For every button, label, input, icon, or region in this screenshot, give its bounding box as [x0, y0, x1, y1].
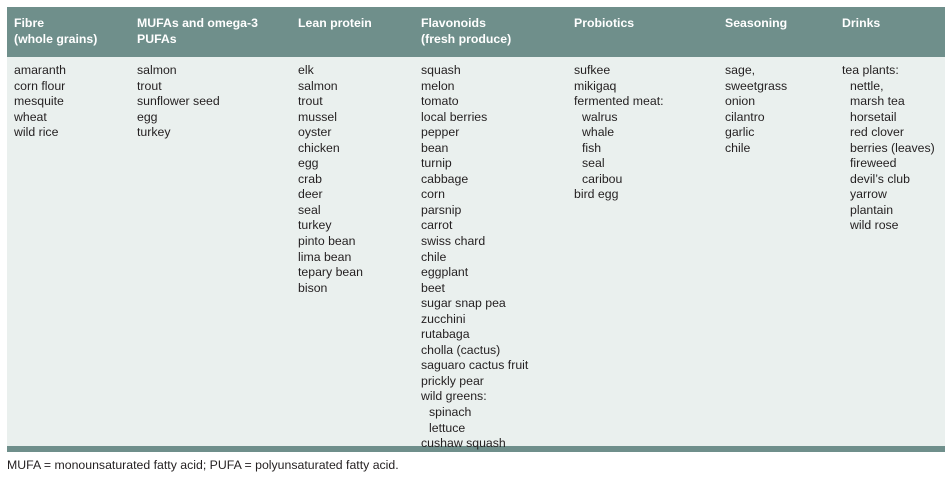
list-item: cilantro	[725, 109, 765, 124]
header-line: (fresh produce)	[421, 31, 512, 46]
header-mufas	[137, 16, 258, 47]
column-lean-protein	[298, 63, 363, 296]
header-line: Seasoning	[725, 16, 788, 30]
list-item: mikigaq	[574, 78, 617, 93]
list-item: swiss chard	[421, 234, 486, 249]
list-item: parsnip	[421, 202, 462, 217]
list-item: trout	[137, 78, 162, 93]
list-item: onion	[725, 94, 756, 109]
header-line: Lean protein	[298, 16, 372, 30]
list-item: seal	[582, 156, 605, 171]
list-item: mussel	[298, 109, 337, 124]
list-item: carrot	[421, 218, 453, 233]
table-header-row	[7, 13, 945, 57]
header-line: Flavonoids	[421, 16, 486, 30]
list-item: seal	[298, 202, 321, 217]
list-item: walrus	[582, 109, 618, 124]
list-item: sufkee	[574, 63, 611, 77]
list-item: turkey	[137, 125, 171, 140]
list-item: fireweed	[850, 156, 897, 171]
list-item: pinto bean	[298, 234, 356, 249]
list-item: cushaw squash	[421, 436, 506, 451]
header-probiotics	[574, 16, 634, 32]
list-item: salmon	[298, 78, 338, 93]
list-item: tea plants:	[842, 63, 899, 77]
list-item: corn	[421, 187, 445, 202]
list-item: local berries	[421, 109, 488, 124]
list-item: plantain	[850, 202, 894, 217]
list-item: lettuce	[429, 420, 466, 435]
list-item: bean	[421, 140, 449, 155]
list-item: eggplant	[421, 265, 469, 280]
list-item: zucchini	[421, 311, 466, 326]
list-item: rutabaga	[421, 327, 470, 342]
list-item: beet	[421, 280, 445, 295]
list-item: saguaro cactus fruit	[421, 358, 529, 373]
header-drinks	[842, 16, 880, 32]
list-item: horsetail	[850, 109, 897, 124]
header-line: MUFAs and omega-3	[137, 16, 258, 30]
header-line: Drinks	[842, 16, 881, 30]
header-flavonoids	[421, 16, 511, 47]
column-flavonoids	[421, 63, 528, 452]
list-item: trout	[298, 94, 323, 109]
list-item: wheat	[14, 109, 47, 124]
list-item: sunflower seed	[137, 94, 220, 109]
list-item: cholla (cactus)	[421, 342, 501, 357]
list-item: tomato	[421, 94, 459, 109]
list-item: bird egg	[574, 187, 619, 202]
food-table	[7, 7, 945, 452]
header-line: PUFAs	[137, 31, 177, 46]
list-item: deer	[298, 187, 323, 202]
list-item: sugar snap pea	[421, 296, 506, 311]
list-item: elk	[298, 63, 314, 77]
list-item: oyster	[298, 125, 332, 140]
list-item: salmon	[137, 63, 177, 77]
list-item: egg	[137, 109, 158, 124]
list-item: melon	[421, 78, 455, 93]
column-fibre	[14, 63, 66, 141]
list-item: wild greens:	[421, 389, 487, 404]
list-item: chile	[725, 140, 751, 155]
list-item: nettle,	[850, 78, 884, 93]
list-item: sage,	[725, 63, 756, 77]
list-item: lima bean	[298, 249, 352, 264]
list-item: caribou	[582, 171, 623, 186]
column-drinks	[842, 63, 935, 234]
list-item: sweetgrass	[725, 78, 788, 93]
list-item: fish	[582, 140, 602, 155]
list-item: yarrow	[850, 187, 887, 202]
list-item: squash	[421, 63, 461, 77]
list-item: chicken	[298, 140, 340, 155]
list-item: prickly pear	[421, 373, 484, 388]
list-item: berries (leaves)	[850, 140, 935, 155]
list-item: turnip	[421, 156, 452, 171]
column-mufas	[137, 63, 220, 141]
header-line: Probiotics	[574, 16, 635, 30]
header-lean-protein	[298, 16, 372, 32]
list-item: cabbage	[421, 171, 469, 186]
list-item: corn flour	[14, 78, 66, 93]
list-item: amaranth	[14, 63, 66, 77]
list-item: mesquite	[14, 94, 64, 109]
header-fibre	[14, 16, 97, 47]
list-item: tepary bean	[298, 265, 363, 280]
column-probiotics	[574, 63, 664, 203]
list-item: pepper	[421, 125, 460, 140]
list-item: fermented meat:	[574, 94, 664, 109]
list-item: spinach	[429, 405, 472, 420]
header-line: (whole grains)	[14, 31, 98, 46]
list-item: chile	[421, 249, 447, 264]
list-item: devil’s club	[850, 171, 910, 186]
column-seasoning	[725, 63, 787, 156]
table-footnote: MUFA = monounsaturated fatty acid; PUFA = polyunsaturated fatty acid.	[7, 458, 399, 472]
list-item: wild rice	[14, 125, 59, 140]
list-item: whale	[582, 125, 615, 140]
list-item: bison	[298, 280, 328, 295]
list-item: turkey	[298, 218, 332, 233]
list-item: egg	[298, 156, 319, 171]
header-line: Fibre	[14, 16, 45, 30]
list-item: marsh tea	[850, 94, 905, 109]
list-item: wild rose	[850, 218, 899, 233]
list-item: crab	[298, 171, 322, 186]
list-item: garlic	[725, 125, 755, 140]
header-seasoning	[725, 16, 787, 32]
list-item: red clover	[850, 125, 904, 140]
